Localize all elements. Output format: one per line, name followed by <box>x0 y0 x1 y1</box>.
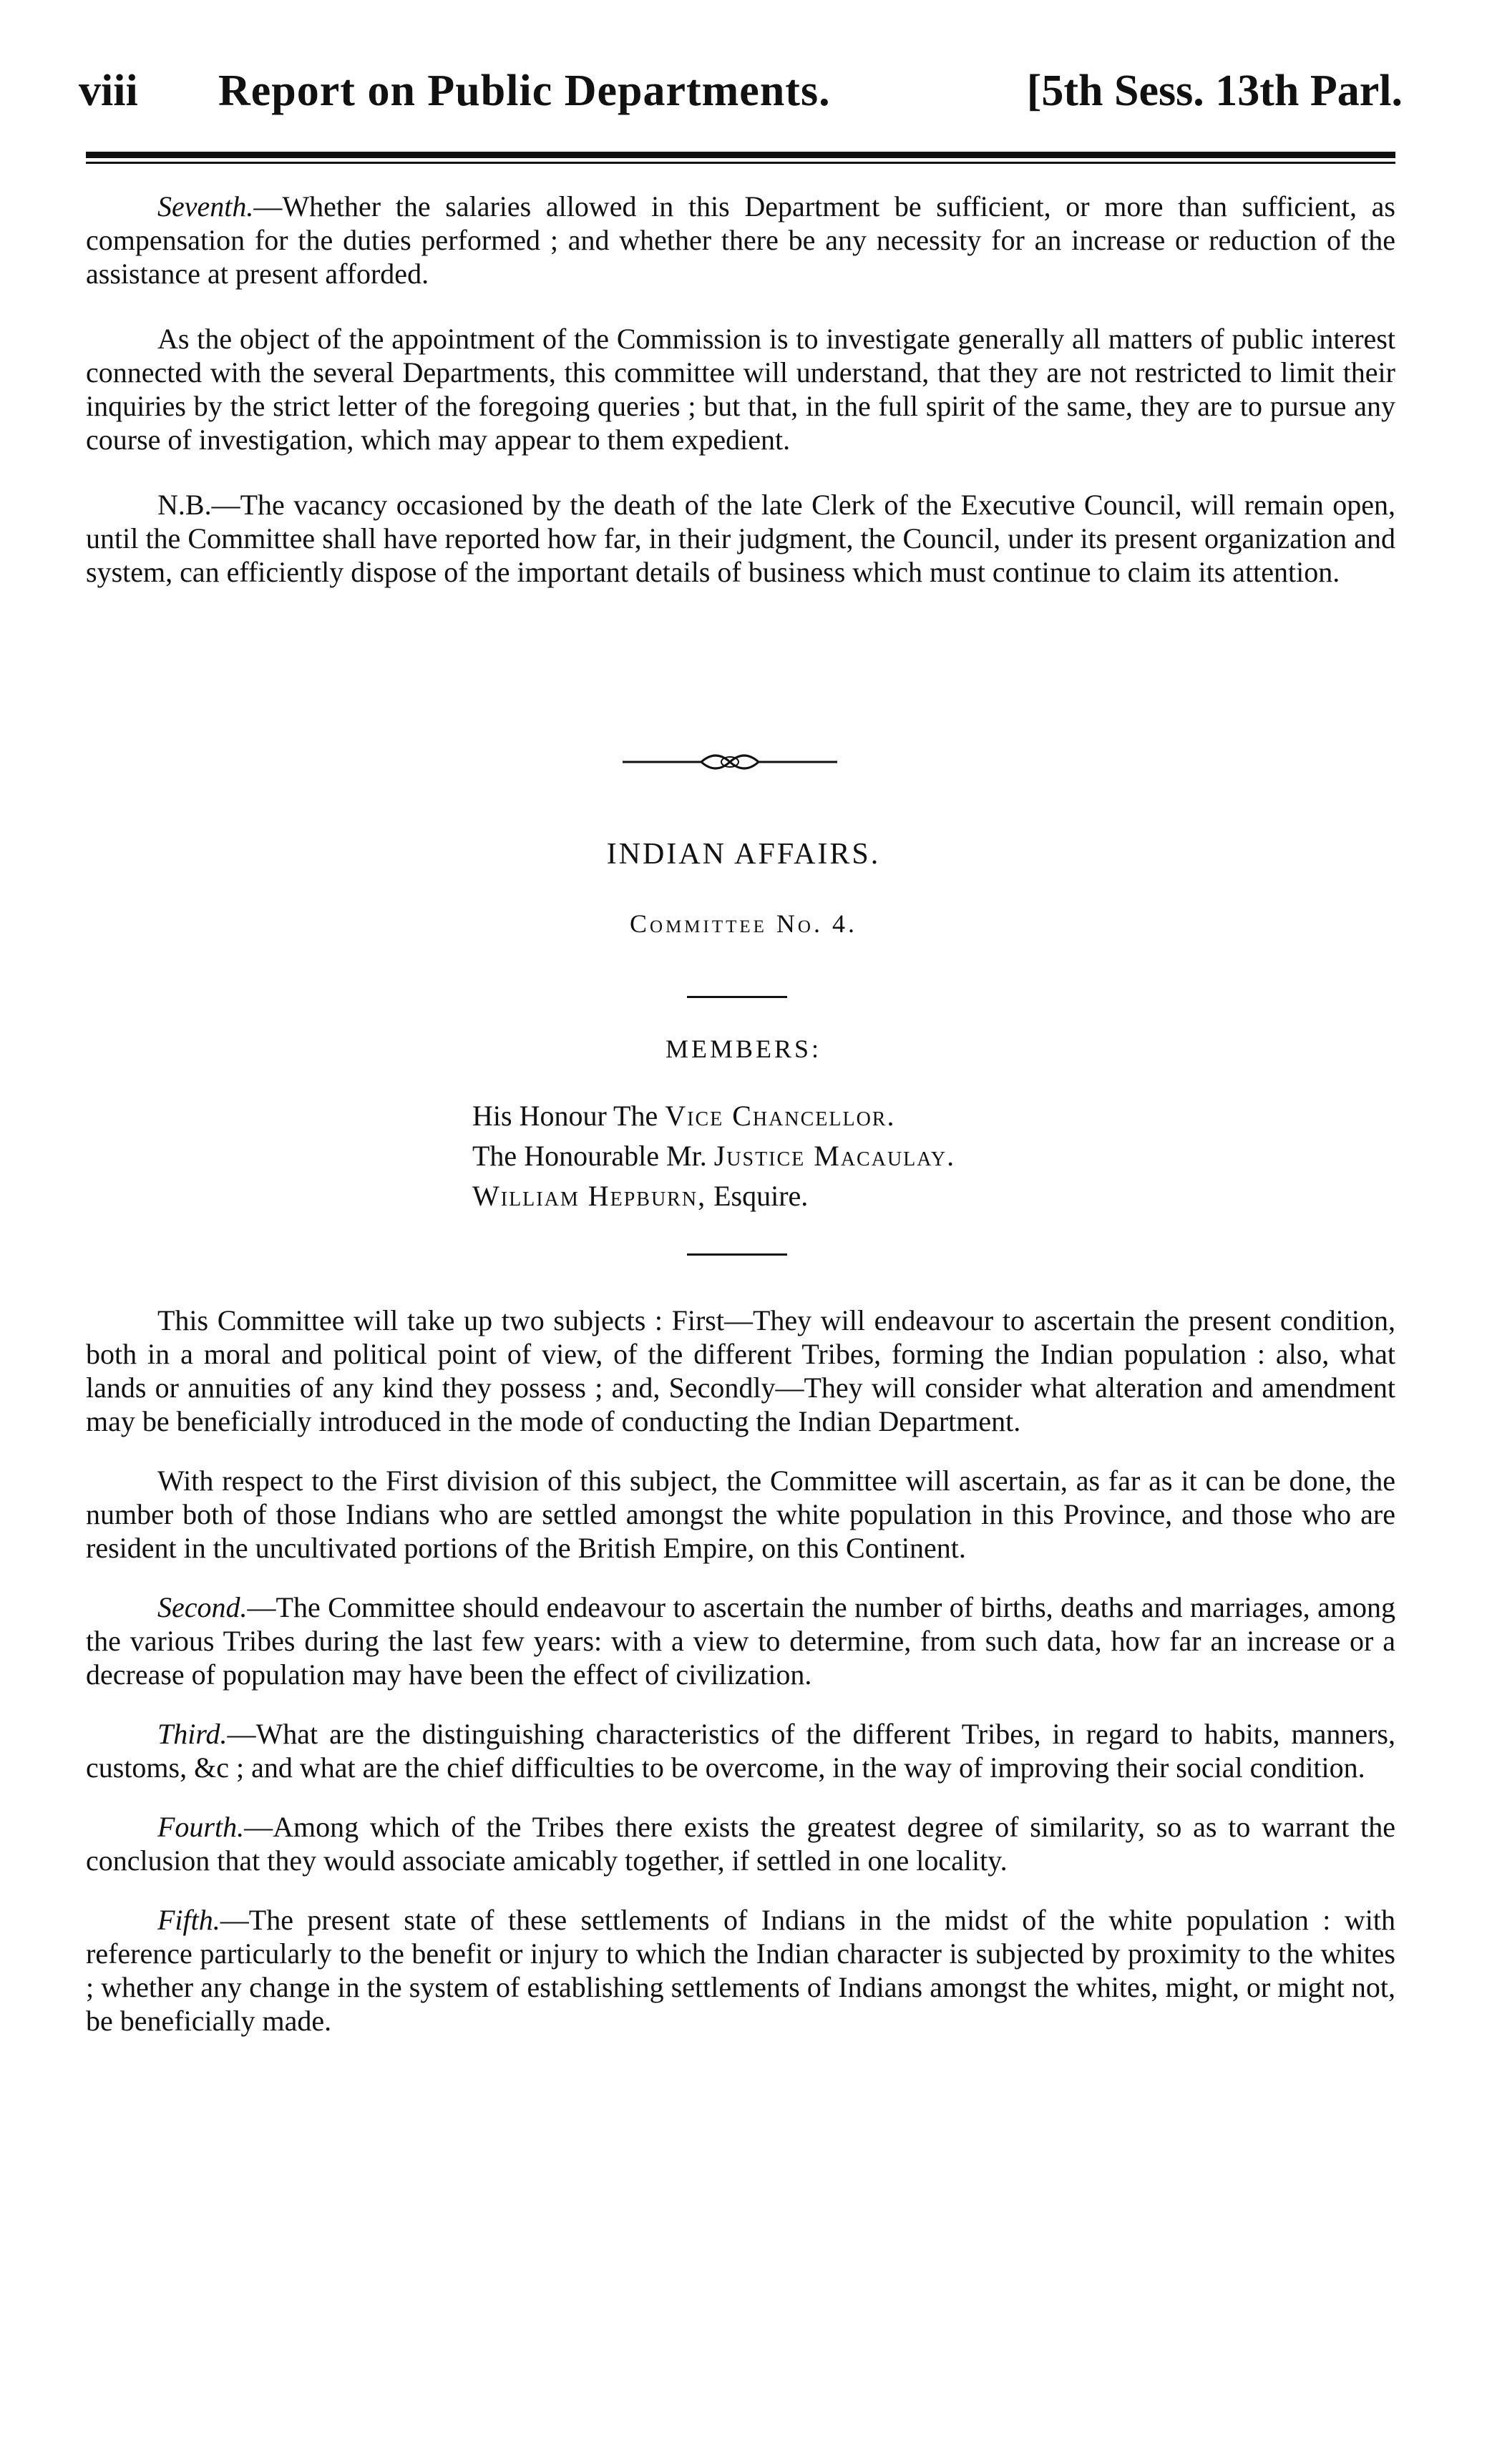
paragraph-second <box>86 1590 1395 1691</box>
paragraph-fourth <box>86 1810 1395 1877</box>
member-item <box>472 1096 955 1136</box>
paragraph-text: As the object of the appointment of the Commission is to investigate generally all matters of public interest connected with the several Departments, this committee will understand, that they are not restricted to limit their inquiries by the strict letter of the foregoing queries ; but that, in the full spirit of the same, they are to pursue any course of investigation, which may appear to them expedient. <box>86 323 1395 456</box>
section-ornament <box>623 740 837 783</box>
running-header <box>79 66 1403 130</box>
member-name: Vice Chancellor. <box>665 1100 896 1132</box>
paragraph-text: —The present state of these settlements of Indians in the midst of the white population : with reference particularly to the benefit or injury to which the Indian character is subjected by proximity to the whites ; whether any change in the system of establishing settlements of Indians amongst the whites, might, or might not, be beneficially made. <box>86 1904 1395 2037</box>
paragraph-lead: Seventh. <box>157 190 254 223</box>
paragraph-nb <box>86 488 1395 589</box>
paragraph-object <box>86 322 1395 456</box>
paragraph-text: —The Committee should endeavour to ascertain the number of births, deaths and marriages, among the various Tribes during the last few years: with a view to determine, from such data, how far an increase or a decrease of population may have been the effect of civilization. <box>86 1591 1395 1691</box>
divider <box>687 1253 787 1256</box>
page-number: viii <box>79 67 138 115</box>
member-item <box>472 1136 955 1176</box>
member-suffix: Esquire. <box>706 1180 809 1212</box>
header-rule-thin <box>86 162 1395 164</box>
paragraph-third <box>86 1717 1395 1784</box>
member-name: Justice Macaulay. <box>713 1140 956 1172</box>
paragraph-fifth <box>86 1903 1395 2038</box>
header-rule-thick <box>86 152 1395 158</box>
member-prefix: His Honour The <box>472 1100 666 1132</box>
page-title: Report on Public Departments. <box>218 67 831 115</box>
paragraph-text: —Whether the salaries allowed in this Department be sufficient, or more than sufficient, as compensation for the duties performed ; and whether there be any necessity for an increase or reduction of the assistance at present afforded. <box>86 190 1395 290</box>
paragraph-lead: Fourth. <box>157 1811 245 1843</box>
paragraph-text: —What are the distinguishing characteristics of the different Tribes, in regard to habits, manners, customs, &c ; and what are the chief difficulties to be overcome, in the way of improving their social condition. <box>86 1718 1395 1784</box>
member-name: William Hepburn, <box>472 1180 707 1212</box>
paragraph-first <box>86 1464 1395 1565</box>
bottom-text-block <box>86 1304 1395 2038</box>
paragraph-text: With respect to the First division of this subject, the Committee will ascertain, as far as it can be done, the number both of those Indians who are settled amongst the white population in this Province, and those who are resident in the uncultivated portions of the British Empire, on this Continent. <box>86 1465 1395 1564</box>
paragraph-subjects <box>86 1304 1395 1438</box>
paragraph-lead: Fifth. <box>157 1904 220 1936</box>
session-label: [5th Sess. 13th Parl. <box>1026 67 1403 115</box>
top-text-block <box>86 190 1395 589</box>
paragraph-lead: Third. <box>157 1718 228 1750</box>
divider <box>687 996 787 998</box>
member-prefix: The Honourable Mr. <box>472 1140 714 1172</box>
paragraph-lead: Second. <box>157 1591 248 1623</box>
paragraph-text: N.B.—The vacancy occasioned by the death of the late Clerk of the Executive Council, will remain open, until the Committee shall have reported how far, in their judgment, the Council, under its present organization and system, can efficiently dispose of the important details of business which must continue to claim its attention. <box>86 489 1395 588</box>
section-title: INDIAN AFFAIRS. <box>606 838 881 871</box>
paragraph-text: This Committee will take up two subjects : First—They will endeavour to ascertain the present condition, both in a moral and political point of view, of the different Tribes, forming the Indian population : also, what lands or annuities of any kind they possess ; and, Secondly—They will consider what alteration and amendment may be beneficially introduced in the mode of conducting the Indian Department. <box>86 1304 1395 1437</box>
members-list <box>472 1096 955 1216</box>
paragraph-seventh <box>86 190 1395 290</box>
member-item <box>472 1176 955 1216</box>
members-heading: MEMBERS: <box>665 1035 822 1063</box>
committee-label: Committee No. 4. <box>630 909 857 938</box>
paragraph-text: —Among which of the Tribes there exists the greatest degree of similarity, so as to warrant the conclusion that they would associate amicably together, if settled in one locality. <box>86 1811 1395 1877</box>
